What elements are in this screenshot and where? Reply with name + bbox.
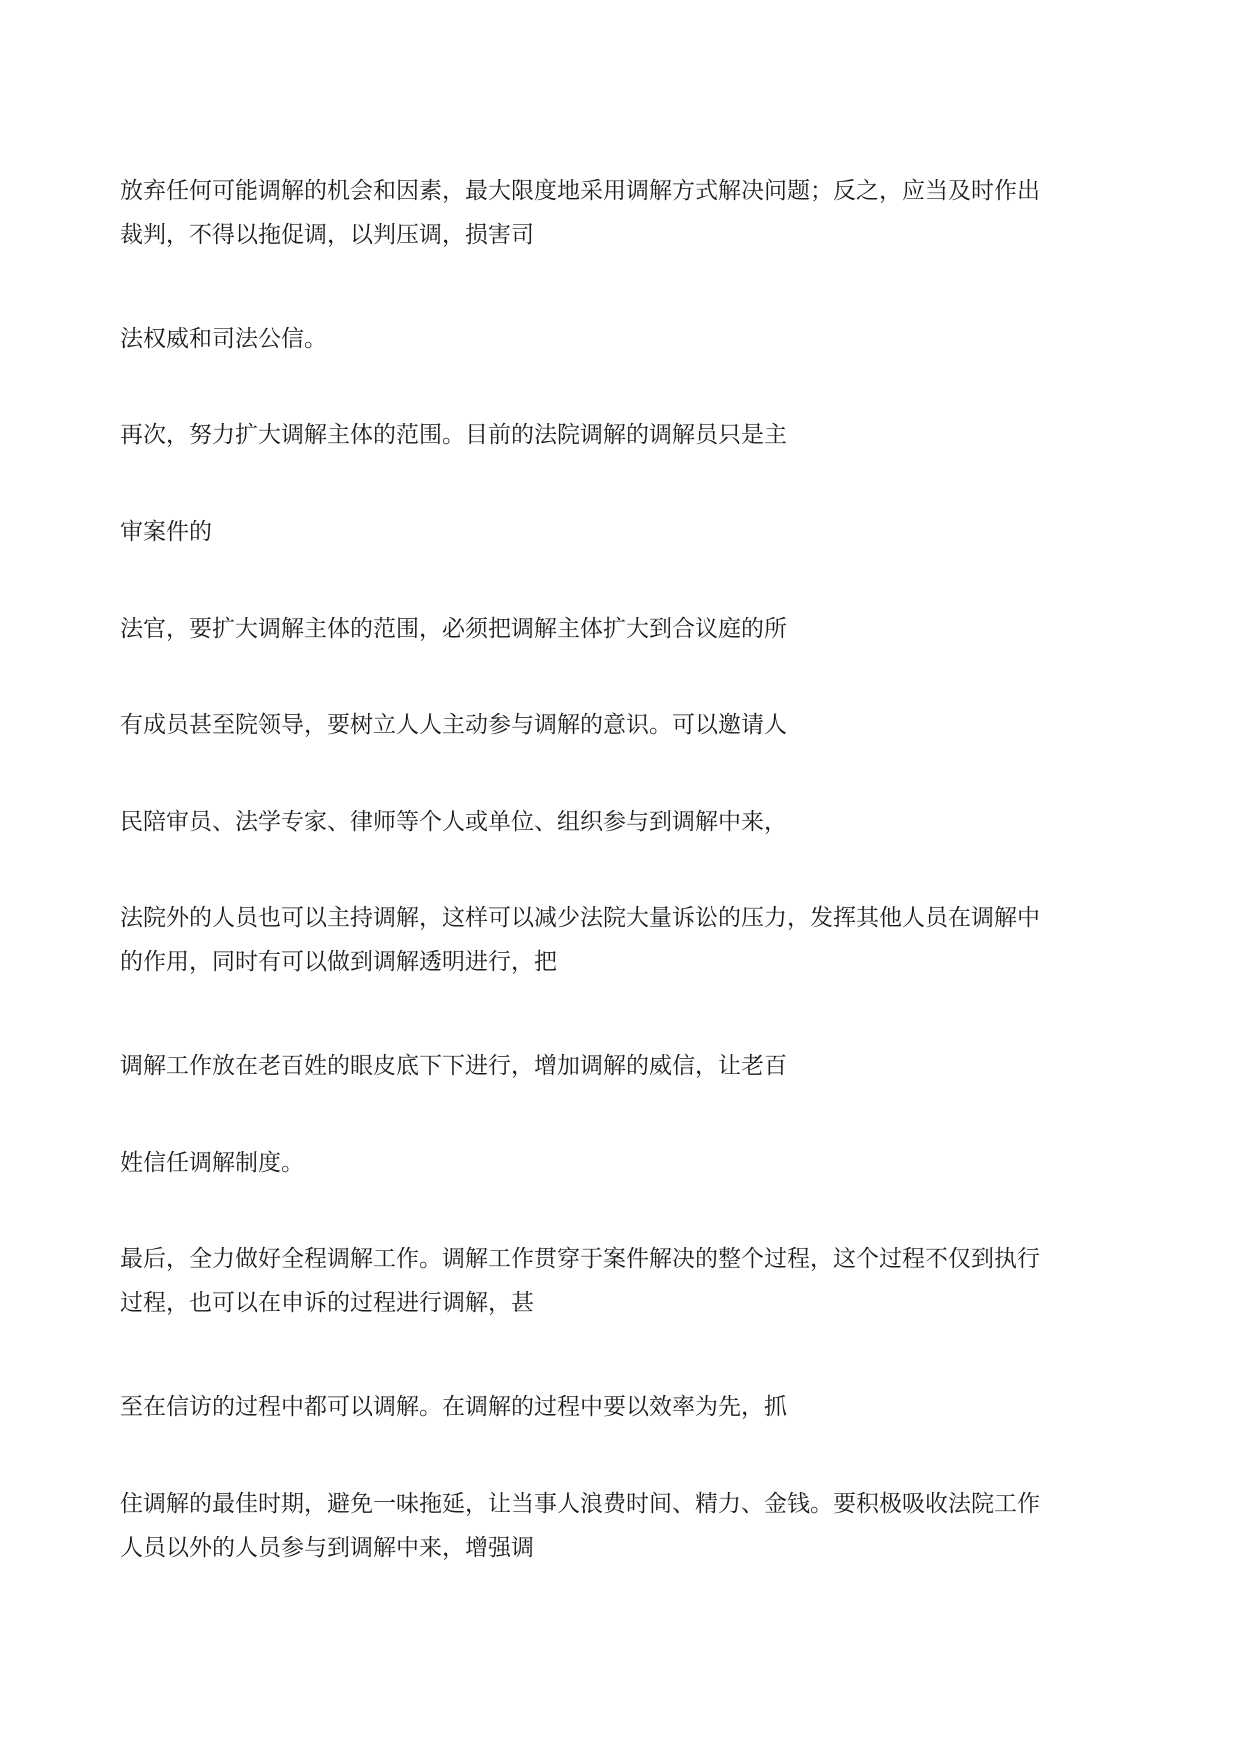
paragraph (120, 1237, 1130, 1325)
text-line: 裁判，不得以拖促调，以判压调，损害司 (120, 222, 534, 248)
text-line: 过程，也可以在申诉的过程进行调解，甚 (120, 1290, 534, 1316)
paragraph (120, 1385, 1130, 1429)
text-line: 法官，要扩大调解主体的范围，必须把调解主体扩大到合议庭的所 (120, 616, 787, 642)
paragraph (120, 896, 1130, 984)
text-line: 最后，全力做好全程调解工作。调解工作贯穿于案件解决的整个过程，这个过程不仅到执行 (120, 1246, 1040, 1272)
paragraph (120, 607, 1130, 651)
text-line: 再次，努力扩大调解主体的范围。目前的法院调解的调解员只是主 (120, 422, 787, 448)
text-line: 审案件的 (120, 519, 212, 545)
text-line: 的作用，同时有可以做到调解透明进行，把 (120, 949, 557, 975)
paragraph (120, 1044, 1130, 1088)
text-line: 调解工作放在老百姓的眼皮底下下进行，增加调解的威信，让老百 (120, 1053, 787, 1079)
paragraph (120, 510, 1130, 554)
text-line: 民陪审员、法学专家、律师等个人或单位、组织参与到调解中来， (120, 809, 787, 835)
text-line: 法权威和司法公信。 (120, 326, 327, 352)
text-line: 姓信任调解制度。 (120, 1150, 304, 1176)
text-line: 住调解的最佳时期，避免一味拖延，让当事人浪费时间、精力、金钱。要积极吸收法院工作 (120, 1491, 1040, 1517)
paragraph (120, 800, 1130, 844)
paragraph (120, 413, 1130, 457)
paragraph (120, 1141, 1130, 1185)
text-line: 人员以外的人员参与到调解中来，增强调 (120, 1535, 534, 1561)
paragraph (120, 169, 1130, 257)
paragraph (120, 317, 1130, 361)
text-line: 放弃任何可能调解的机会和因素，最大限度地采用调解方式解决问题；反之，应当及时作出 (120, 178, 1040, 204)
text-line: 法院外的人员也可以主持调解，这样可以减少法院大量诉讼的压力，发挥其他人员在调解中 (120, 905, 1040, 931)
paragraph (120, 703, 1130, 747)
text-line: 有成员甚至院领导，要树立人人主动参与调解的意识。可以邀请人 (120, 712, 787, 738)
text-line: 至在信访的过程中都可以调解。在调解的过程中要以效率为先，抓 (120, 1394, 787, 1420)
paragraph (120, 1482, 1130, 1570)
